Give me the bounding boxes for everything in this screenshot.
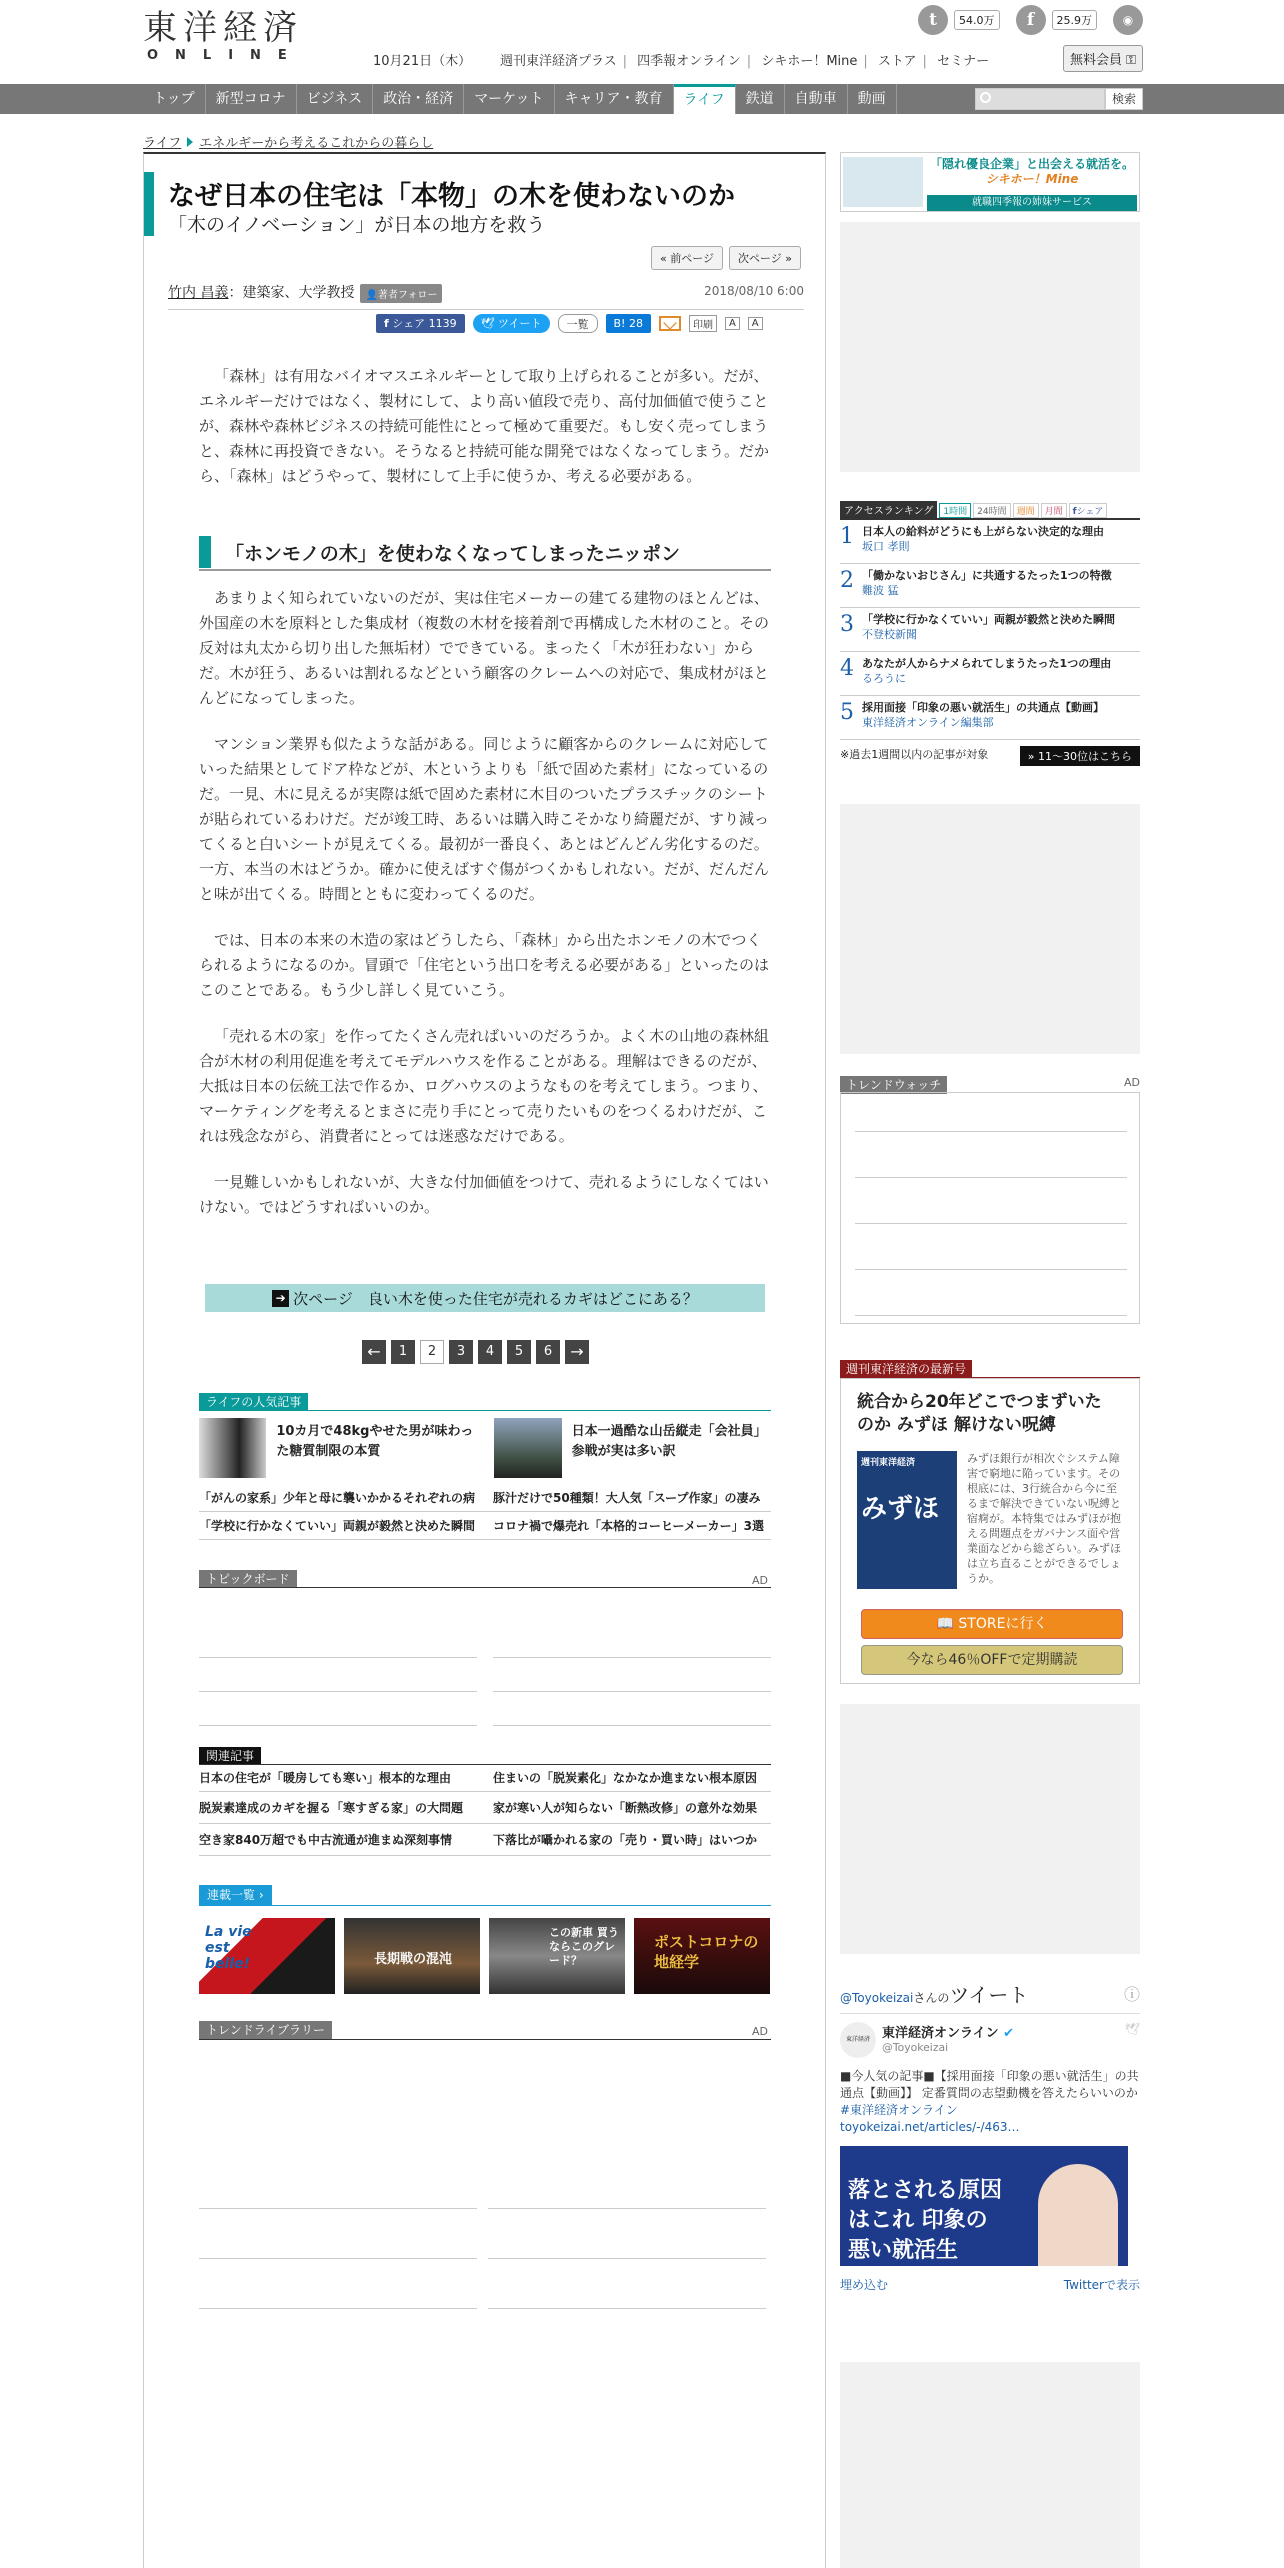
placeholder-line — [199, 1725, 477, 1726]
popular-card-title: 日本一過酷な山岳縦走「会社員」参戦が実は多い訳 — [571, 1424, 767, 1459]
topic-board-heading: トピックボード — [199, 1570, 297, 1588]
paragraph: 「売れる木の家」を作ってたくさん売ればいいのだろうか。よく木の山地の森林組合が木材の利用促進を考えてモデルハウスを作ることがある。理解はできるのだが、大抵は日本の伝統工法で作るか、ログハウスのようなものを考えてしまう。つまり、マーケティングを考えるとまさに売り手にとって売りたいものをつくるわけだが、これは残念ながら、消費者にとっては迷惑なだけである。 — [199, 1027, 770, 1145]
series-title: La vie est belle! — [205, 1924, 252, 1972]
twitter-account[interactable]: @Toyokeizai — [840, 1991, 914, 2005]
chevron-right-icon — [187, 137, 193, 147]
facebook-icon[interactable]: f — [1016, 5, 1046, 35]
title-accent — [144, 172, 154, 236]
ad-brand: シキホー！Mine — [985, 172, 1079, 186]
next-page-link[interactable] — [205, 1284, 765, 1312]
rank-author: るろうに — [862, 672, 906, 685]
tab-monthly[interactable]: 月間 — [1041, 503, 1067, 518]
cover-title: みずほ — [861, 1494, 940, 1524]
embed-link[interactable]: 埋め込む — [840, 2278, 889, 2292]
series-thumbnail[interactable] — [344, 1918, 480, 1994]
popular-card[interactable] — [494, 1418, 774, 1478]
search-icon — [980, 92, 991, 103]
rank-author: 坂口 孝則 — [862, 540, 910, 553]
font-small-button[interactable]: A — [748, 317, 763, 330]
bird-icon: 🕊 — [1124, 2022, 1140, 2036]
nav-career[interactable]: キャリア・教育 — [555, 84, 674, 114]
list-item[interactable]: 脱炭素達成のカギを握る「寒すぎる家」の大問題 — [199, 1801, 464, 1815]
site-logo[interactable] — [143, 8, 335, 70]
twitter-count: 54.0万 — [954, 10, 1000, 30]
tweet-author-handle: @Toyokeizai — [882, 2041, 949, 2054]
list-item[interactable]: コロナ禍で爆売れ「本格的コーヒーメーカー」3選 — [493, 1519, 765, 1533]
series-thumbnail[interactable] — [634, 1918, 770, 1994]
page-next-arrow[interactable]: → — [565, 1340, 589, 1364]
store-button[interactable] — [861, 1609, 1123, 1639]
top-link-store[interactable]: ストア — [877, 54, 917, 69]
trend-library-heading: トレンドライブラリー — [199, 2021, 332, 2039]
paragraph: 一見難しいかもしれないが、大きな付加価値をつけて、売れるようにしなくてはいけない。ではどうすればいいのか。 — [199, 1173, 769, 1216]
top-link-plus[interactable]: 週刊東洋経済プラス — [500, 54, 617, 69]
rank-author: 難波 猛 — [862, 584, 899, 597]
magazine-title[interactable]: 統合から20年どこでつまずいたのか みずほ 解けない呪縛 — [857, 1392, 1102, 1435]
page-5[interactable]: 5 — [507, 1340, 531, 1364]
page-6[interactable]: 6 — [536, 1340, 560, 1364]
next-page-label: 次ページ 良い木を使った住宅が売れるカギはどこにある？ — [293, 1289, 698, 1308]
series-title: 長期戦の混沌 — [374, 1952, 453, 1967]
ranking-item[interactable] — [840, 520, 1140, 564]
tab-24hour[interactable]: 24時間 — [973, 503, 1010, 518]
divider — [199, 1587, 771, 1588]
breadcrumb-series[interactable]: エネルギーから考えるこれからの暮らし — [199, 136, 434, 151]
placeholder-line — [199, 1657, 477, 1658]
tweet-list-button[interactable]: 一覧 — [558, 314, 598, 333]
rank-number: 3 — [840, 612, 854, 637]
nav-video[interactable]: 動画 — [848, 84, 897, 114]
series-heading[interactable] — [199, 1885, 272, 1905]
rank-title: 日本人の給料がどうにも上がらない決定的な理由 — [862, 525, 1104, 538]
list-item[interactable]: 日本の住宅が「暖房しても寒い」根本的な理由 — [199, 1771, 452, 1785]
store-label: STOREに行く — [958, 1616, 1048, 1632]
placeholder-line — [488, 2208, 766, 2209]
rank-title: 「学校に行かなくていい」両親が毅然と決めた瞬間 — [862, 613, 1115, 626]
placeholder-line — [855, 1177, 1127, 1178]
ranking-item[interactable] — [840, 696, 1140, 740]
ranking-note: ※過去1週間以内の記事が対象 — [840, 748, 989, 761]
series-title: ポストコロナの地経学 — [654, 1933, 759, 1971]
ad-slot — [840, 222, 1140, 472]
chevron-right-icon: › — [258, 1888, 264, 1902]
list-item[interactable]: 下落比が囁かれる家の「売り・買い時」はいつか — [493, 1833, 758, 1847]
facebook-icon: f — [384, 317, 389, 330]
tweets-title: ツイート — [949, 1983, 1029, 2007]
shikiho-mine-ad[interactable] — [840, 152, 1140, 212]
facebook-count: 25.9万 — [1052, 10, 1098, 30]
top-link-mine[interactable]: シキホー！Mine — [761, 54, 858, 69]
placeholder-line — [493, 1725, 771, 1726]
top-link-shikiho[interactable]: 四季報オンライン — [637, 54, 741, 69]
search-button[interactable]: 検索 — [1105, 88, 1143, 110]
mail-icon[interactable] — [659, 316, 681, 331]
top-links: 週刊東洋経済プラス | 四季報オンライン | シキホー！Mine | ストア | セミナー — [500, 54, 990, 69]
key-icon: ⚿ — [1126, 53, 1136, 68]
placeholder-line — [199, 1691, 477, 1692]
pagination — [362, 1340, 589, 1364]
prev-page-button[interactable]: « 前ページ — [651, 246, 723, 270]
list-item[interactable]: 空き家840万超でも中古流通が進まぬ深刻事情 — [199, 1833, 453, 1847]
trend-watch-heading: トレンドウォッチ — [840, 1076, 947, 1094]
page-1[interactable]: 1 — [391, 1340, 415, 1364]
article-body-2 — [199, 586, 771, 1231]
divider — [199, 1410, 771, 1411]
ad-subline: 就職四季報の姉妹サービス — [927, 195, 1137, 211]
ranking-item[interactable] — [840, 608, 1140, 652]
list-row — [199, 1824, 771, 1856]
popular-list — [199, 1484, 771, 1540]
cover-brand: 週刊東洋経済 — [861, 1458, 916, 1468]
rank-number: 2 — [840, 568, 854, 593]
ad-label: AD — [1124, 1076, 1140, 1089]
avatar: 東洋経済 — [840, 2022, 876, 2058]
ranking-item[interactable] — [840, 652, 1140, 696]
popular-heading: ライフの人気記事 — [199, 1393, 308, 1411]
article-title: なぜ日本の住宅は「本物」の木を使わないのか — [168, 181, 735, 212]
placeholder-line — [855, 1315, 1127, 1316]
tweet-image[interactable] — [840, 2146, 1128, 2266]
rank-author: 東洋経済オンライン編集部 — [862, 716, 994, 729]
site-header — [143, 0, 1143, 80]
ad-label: AD — [752, 1574, 768, 1587]
logo-sub: ONLINE — [147, 48, 304, 63]
placeholder-line — [488, 2258, 766, 2259]
rank-number: 1 — [840, 524, 854, 549]
placeholder-line — [493, 1691, 771, 1692]
list-item[interactable]: 豚汁だけで50種類！大人気「スープ作家」の凄み — [493, 1491, 761, 1505]
follow-label: 著者フォロー — [377, 289, 438, 301]
tweet-text: ■今人気の記事■【採用面接「印象の悪い就活生」の共通点【動画】】 定番質問の志望動機を答えたらいいのか — [840, 2069, 1139, 2100]
list-item[interactable]: 家が寒い人が知らない「断熱改修」の意外な効果 — [493, 1801, 758, 1815]
tweet-image-text: 落とされる原因はこれ 印象の悪い就活生 — [848, 2178, 1003, 2263]
list-row — [199, 1512, 771, 1540]
tweet-label: ツイート — [498, 317, 542, 330]
series-heading-label: 連載一覧 — [207, 1888, 256, 1902]
tweet-hashtag[interactable]: #東洋経済オンライン — [840, 2103, 958, 2117]
placeholder-line — [488, 2308, 766, 2309]
fb-share-count: 1139 — [428, 317, 457, 330]
next-page-button[interactable]: 次ページ » — [729, 246, 801, 270]
placeholder-line — [199, 2208, 477, 2209]
rank-author: 不登校新聞 — [862, 628, 917, 641]
twitter-timeline — [840, 1974, 1140, 2293]
hatena-bookmark-button[interactable]: B! 28 — [606, 314, 651, 333]
author-name[interactable]: 竹内 昌義 — [168, 285, 229, 301]
person-icon: 👤 — [365, 289, 378, 301]
magazine-box — [840, 1378, 1140, 1684]
info-icon[interactable]: ⓘ — [1123, 1985, 1140, 2004]
placeholder-line — [855, 1223, 1127, 1224]
page-3[interactable]: 3 — [449, 1340, 473, 1364]
author-line — [168, 282, 804, 310]
member-button[interactable] — [1063, 45, 1143, 72]
magazine-cover[interactable] — [857, 1451, 957, 1589]
section-heading-text: 「ホンモノの木」を使わなくなってしまったニッポン — [225, 542, 681, 565]
nav-rail[interactable]: 鉄道 — [736, 84, 785, 114]
tab-weekly[interactable]: 週間 — [1013, 503, 1039, 518]
page-2[interactable]: 2 — [420, 1340, 444, 1364]
related-heading: 関連記事 — [199, 1747, 261, 1765]
article-column — [143, 152, 826, 2568]
placeholder-line — [199, 2308, 477, 2309]
ad-headline: 「隠れ優良企業」と出会える就活を。 — [929, 157, 1134, 171]
twitter-icon[interactable]: t — [918, 5, 948, 35]
rank-title: 「働かないおじさん」に共通するたった1つの特徴 — [862, 569, 1112, 582]
tweets-suffix: さんの — [913, 1991, 950, 2005]
logo-kanji: 東洋経済 — [143, 8, 303, 48]
divider — [199, 2039, 771, 2040]
nav-politics[interactable]: 政治・経済 — [373, 84, 464, 114]
arrow-right-icon: ➔ — [272, 1290, 289, 1307]
nav-auto[interactable]: 自動車 — [785, 84, 848, 114]
list-row — [199, 1764, 771, 1792]
breadcrumb — [143, 132, 433, 151]
ranking-more-link[interactable]: » 11～30位はこちら — [1020, 746, 1140, 766]
tweet-link[interactable]: toyokeizai.net/articles/-/463… — [840, 2120, 1020, 2134]
trend-watch-box — [840, 1092, 1140, 1324]
subscribe-button[interactable]: 今なら46％OFFで定期購読 — [861, 1645, 1123, 1675]
page-prev-arrow[interactable]: ← — [362, 1340, 386, 1364]
nav-life[interactable]: ライフ — [674, 84, 736, 114]
article-subtitle: 「木のイノベーション」が日本の地方を救う — [168, 214, 546, 236]
rank-number: 5 — [840, 700, 854, 725]
divider — [199, 1905, 771, 1906]
publish-date: 2018/08/10 6:00 — [704, 284, 804, 298]
nav-top[interactable]: トップ — [143, 84, 206, 114]
placeholder-line — [855, 1269, 1127, 1270]
paragraph: 「森林」は有用なバイオマスエネルギーとして取り上げられることが多い。だが、エネルギーだけではなく、製材にして、より高い値段で売り、高付加価値で使うことが、森林や森林ビジネスの持続可能性にとって極めて重要だ。もし安く売ってしまうと、森林に再投資できない。そうなると持続可能な開発ではなくなってしまう。だから、「森林」はどうやって、製材にして上手に使うか、考える必要がある。 — [199, 367, 770, 485]
top-link-seminar[interactable]: セミナー — [937, 54, 990, 69]
facebook-share-button[interactable] — [376, 314, 465, 333]
verified-icon: ✔ — [1003, 2026, 1015, 2041]
fb-share-label: シェア — [392, 317, 426, 330]
share-bar — [376, 314, 763, 333]
nav-business[interactable]: ビジネス — [297, 84, 374, 114]
access-ranking — [840, 502, 1140, 766]
trend-watch-header — [840, 1074, 1140, 1092]
ad-image — [843, 157, 923, 207]
related-list — [199, 1764, 771, 1856]
tweet-author[interactable] — [840, 2022, 1140, 2058]
tweet-button[interactable] — [473, 314, 550, 333]
pager-top — [651, 246, 801, 270]
series-thumbnail[interactable] — [199, 1918, 335, 1994]
nav-corona[interactable]: 新型コロナ — [206, 84, 297, 114]
paragraph: あまりよく知られていないのだが、実は住宅メーカーの建てる建物のほとんどは、外国産の木を原料とした集成材（複数の木材を接着剤で再構成した木材のこと。その反対は丸太から切り出した無垢材）でできている。まったく「木が狂わない」からだ。木が狂う、あるいは割れるなどという顧客のクレームへの対応で、集成材がほとんどになってしまった。 — [199, 589, 770, 707]
search-box — [975, 88, 1143, 110]
popular-card-title: 10カ月で48kgやせた男が味わった糖質制限の本質 — [276, 1424, 474, 1459]
bird-icon: 🕊 — [480, 317, 495, 330]
tweet-body — [840, 2068, 1140, 2136]
series-thumbnail[interactable] — [489, 1918, 625, 1994]
ranking-tabs — [840, 502, 1140, 520]
author-role: ：建築家、大学教授 — [228, 285, 355, 301]
heading-accent — [199, 536, 211, 568]
ad-slot — [840, 2362, 1140, 2568]
follow-author-button[interactable] — [360, 284, 442, 303]
tweet-author-name: 東洋経済オンライン — [882, 2026, 999, 2041]
placeholder-line — [199, 2258, 477, 2259]
ad-slot — [840, 1704, 1140, 1954]
placeholder-line — [493, 1657, 771, 1658]
member-label: 無料会員 — [1069, 53, 1122, 68]
magazine-heading: 週刊東洋経済の最新号 — [840, 1360, 972, 1378]
section-heading — [199, 535, 771, 571]
tab-share[interactable] — [1069, 503, 1108, 518]
popular-card[interactable] — [199, 1418, 479, 1478]
list-item[interactable]: 「がんの家系」少年と母に襲いかかるそれぞれの病 — [199, 1491, 476, 1505]
view-on-twitter-link[interactable]: Twitterで表示 — [1063, 2278, 1140, 2292]
article-body — [199, 364, 771, 500]
thumbnail-image — [494, 1418, 562, 1478]
rank-title: 採用面接「印象の悪い就活生」の共通点【動画】 — [862, 701, 1104, 714]
series-title: この新車 買うならこのグレード？ — [549, 1926, 619, 1967]
rss-icon[interactable]: ◉ — [1113, 5, 1143, 35]
tab-1hour[interactable]: 1時間 — [939, 503, 971, 518]
global-nav — [0, 84, 1284, 114]
print-button[interactable]: 印刷 — [689, 315, 717, 332]
facebook-icon: f — [1072, 507, 1077, 517]
list-row — [199, 1792, 771, 1824]
page-4[interactable]: 4 — [478, 1340, 502, 1364]
book-icon: 📖 — [936, 1616, 954, 1632]
font-large-button[interactable]: A — [725, 317, 740, 330]
current-date: 10月21日（木） — [373, 54, 472, 69]
placeholder-line — [855, 1131, 1127, 1132]
ad-label: AD — [752, 2025, 768, 2038]
rank-number: 4 — [840, 656, 854, 681]
list-item[interactable]: 住まいの「脱炭素化」なかなか進まない根本原因 — [493, 1771, 758, 1785]
list-item[interactable]: 「学校に行かなくていい」両親が毅然と決めた瞬間 — [199, 1519, 476, 1533]
magazine-header — [840, 1358, 1140, 1378]
paragraph: マンション業界も似たような話がある。同じように顧客からのクレームに対応していった結果としてドア枠などが、木というよりも「紙で固めた素材」になっているのだ。一見、木に見えるが実際は紙で固めた素材に木目のついたプラスチックのシートが貼られているわけだ。だが竣工時、あるいは購入時こそかなり綺麗だが、すり減ってくると白いシートが見えてくる。最初が一番良く、あとはどんどん劣化するのだ。一方、本当の木はどうか。確かに使えばすぐ傷がつくかもしれない。だが、だんだんと味が出てくる。時間とともに変わってくるのだ。 — [199, 735, 770, 903]
ad-slot — [840, 804, 1140, 1054]
person-image — [1038, 2164, 1118, 2266]
ranking-item[interactable] — [840, 564, 1140, 608]
breadcrumb-life[interactable]: ライフ — [143, 136, 182, 151]
thumbnail-image — [199, 1418, 266, 1478]
rank-title: あなたが人からナメられてしまうたった1つの理由 — [862, 657, 1112, 670]
magazine-description: みずほ銀行が相次ぐシステム障害で窮地に陥っています。その根底には、3行統合から今に至るまで解決できていない呪縛と宿痾が。本特集ではみずほが抱える問題点をガバナンス面や営業面などから総ざらい。みずほは立ち直ることができるでしょうか。 — [967, 1452, 1121, 1585]
social-counters — [918, 5, 1143, 35]
tab-share-label: シェア — [1076, 507, 1104, 517]
paragraph: では、日本の本来の木造の家はどうしたら、「森林」から出たホンモノの木でつくられるようになるのか。冒頭で「住宅という出口を考える必要がある」といったのはこのことである。もう少し詳しく見ていこう。 — [199, 931, 770, 999]
ranking-title: アクセスランキング — [840, 501, 937, 518]
search-input[interactable] — [975, 88, 1105, 110]
nav-market[interactable]: マーケット — [464, 84, 554, 114]
list-row — [199, 1484, 771, 1512]
